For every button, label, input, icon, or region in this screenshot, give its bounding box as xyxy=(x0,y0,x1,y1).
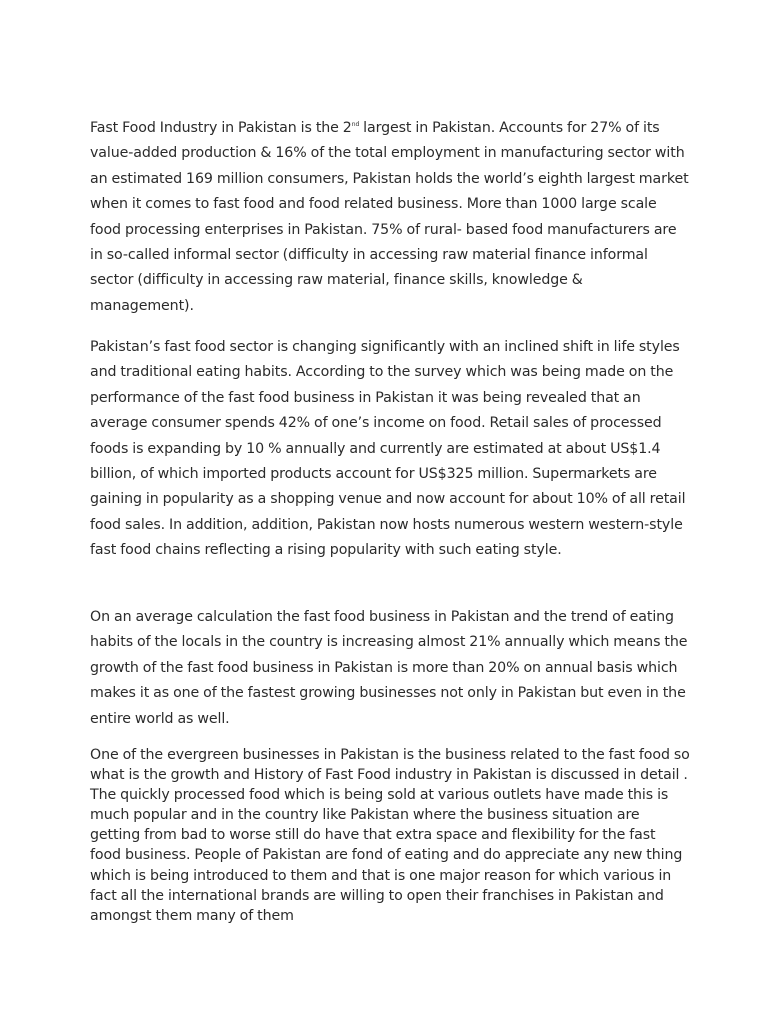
paragraph-growth-rate: On an average calculation the fast food business in Pakistan and the trend of eating habits of the locals in the country is increasing almost 21% annually which means the growth of the fast food business in Pakistan is more than 20% on annual basis which makes it as one of the fastest growing businesses not only in Pakistan but even in the entire world as well. xyxy=(90,609,688,727)
paragraph-intro-text-end: largest in Pakistan. Accounts for 27% of its value-added production & 16% of the total employment in manufacturing sector with an estimated 169 million consumers, Pakistan holds the world’s eighth largest market when it comes to fast food and food related business. More than 1000 large scale food processing enterprises in Pakistan. 75% of rural- based food manufacturers are in so-called informal sector (difficulty in accessing raw material finance informal sector (difficulty in accessing raw material, finance skills, knowledge & management). xyxy=(90,120,689,314)
paragraph-evergreen-business: One of the evergreen businesses in Pakistan is the business related to the fast food so what is the growth and History of Fast Food industry in Pakistan is discussed in detail . The quickly processed food which is being sold at various outlets have made this is much popular and in the country like Pakistan where the business situation are getting from bad to worse still do have that extra space and flexibility for the fast food business. People of Pakistan are fond of eating and do appreciate any new thing which is being introduced to them and that is one major reason for which various in fact all the international brands are willing to open their franchises in Pakistan and amongst them many of them xyxy=(90,747,690,924)
paragraph-intro-text-start: Fast Food Industry in Pakistan is the 2 xyxy=(90,120,352,136)
ordinal-superscript: nd xyxy=(351,121,360,128)
paragraph-sector-change: Pakistan’s fast food sector is changing significantly with an inclined shift in life styles and traditional eating habits. According to the survey which was being made on the performance of the fast food business in Pakistan it was being revealed that an average consumer spends 42% of one’s income on food. Retail sales of processed foods is expanding by 10 % annually and currently are estimated at about US$1.4 billion, of which imported products account for US$325 million. Supermarkets are gaining in popularity as a shopping venue and now account for about 10% of all retail food sales. In addition, addition, Pakistan now hosts numerous western western-style fast food chains reflecting a rising popularity with such eating style. xyxy=(90,339,686,559)
paragraph-intro xyxy=(90,116,690,319)
